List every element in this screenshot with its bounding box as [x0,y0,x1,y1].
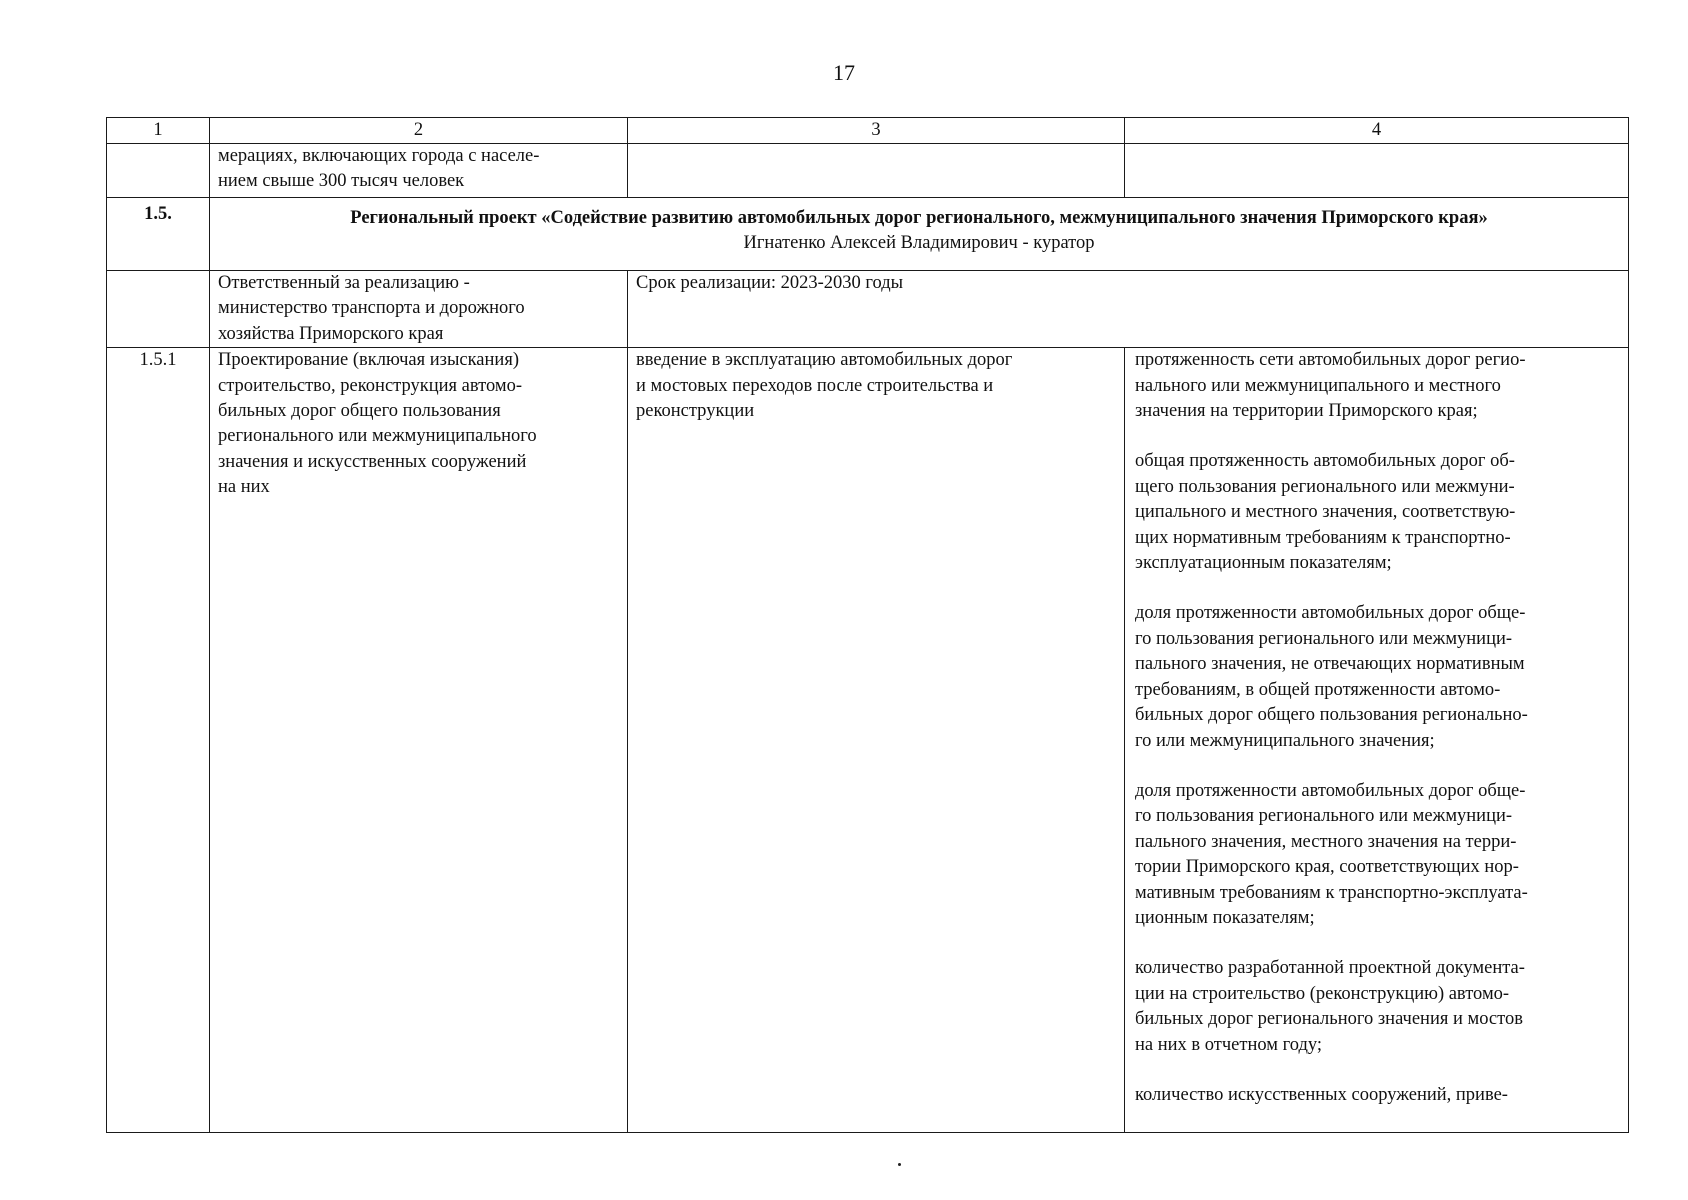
project-cell [210,198,1629,271]
text-line: строительство, реконструкция автомо- [218,375,522,396]
indicator-paragraph [1135,956,1620,1058]
indicator-paragraph [1135,1083,1620,1108]
continuation-text-cell [210,144,628,198]
text-line: го или межмуниципального значения; [1135,730,1435,751]
indicator-paragraph [1135,449,1620,576]
text-line: нием свыше 300 тысяч человек [218,171,465,192]
text-line: и мостовых переходов после строительства и [636,375,994,396]
item-description-cell [210,348,628,1133]
text-line: нального или межмуниципального и местного [1135,375,1501,396]
text-line: щего пользования регионального или межмуни- [1135,476,1515,497]
text-line: хозяйства Приморского края [218,323,444,344]
text-line: го пользования регионального или межмуници- [1135,628,1513,649]
implementation-term: Срок реализации: 2023-2030 годы [628,271,1629,348]
column-number-2: 2 [210,118,628,144]
column-number-header-row [107,118,1629,144]
indicator-paragraph [1135,779,1620,931]
continuation-number-cell [107,144,210,198]
text-line: общая протяженность автомобильных дорог об- [1135,451,1515,472]
text-line: министерство транспорта и дорожного [218,298,525,319]
text-line: ционным показателям; [1135,907,1315,928]
text-line: Ответственный за реализацию - [218,273,470,293]
column-number-4: 4 [1125,118,1629,144]
continuation-empty-cell [1125,144,1629,198]
text-line: пального значения, не отвечающих нормативным [1135,654,1525,675]
item-result-cell [628,348,1125,1133]
text-line: введение в эксплуатацию автомобильных дорог [636,350,1013,371]
text-line: значения и искусственных сооружений [218,451,527,472]
responsible-number-cell [107,271,210,348]
text-line: щих нормативным требованиям к транспортно- [1135,527,1511,548]
text-line: ции на строительство (реконструкцию) автомо- [1135,983,1510,1004]
responsible-cell [210,271,628,348]
text-line: мерациях, включающих города с населе- [218,146,540,166]
item-indicators-cell [1125,348,1629,1133]
program-table [106,117,1629,1133]
item-number: 1.5.1 [107,348,210,1133]
text-line: мативным требованиям к транспортно-эксплуата- [1135,882,1528,903]
text-line: количество искусственных сооружений, приве- [1135,1084,1508,1105]
text-line: Проектирование (включая изыскания) [218,350,519,371]
indicator-paragraph [1135,348,1620,424]
project-curator: Игнатенко Алексей Владимирович - куратор [743,233,1095,254]
column-number-3: 3 [628,118,1125,144]
text-line: ципального и местного значения, соответствую- [1135,502,1516,523]
text-line: на них в отчетном году; [1135,1034,1322,1055]
text-line: значения на территории Приморского края; [1135,401,1478,422]
text-line: доля протяженности автомобильных дорог обще- [1135,603,1526,624]
text-line: регионального или межмуниципального [218,426,537,447]
continuation-empty-cell [628,144,1125,198]
text-line: бильных дорог общего пользования [218,401,501,422]
project-title: Региональный проект «Содействие развитию автомобильных дорог регионального, межмуниципального значения Приморского края» [350,208,1488,228]
text-line: бильных дорог регионального значения и мостов [1135,1009,1523,1030]
text-line: бильных дорог общего пользования регионально- [1135,705,1528,726]
item-row [107,348,1629,1133]
project-row [107,198,1629,271]
scan-dot [898,1163,901,1166]
text-line: реконструкции [636,401,755,422]
text-line: эксплуатационным показателям; [1135,553,1392,574]
text-line: требованиям, в общей протяженности автомо- [1135,679,1501,700]
text-line: доля протяженности автомобильных дорог обще- [1135,780,1526,801]
text-line: протяженность сети автомобильных дорог регио- [1135,350,1526,371]
text-line: тории Приморского края, соответствующих нор- [1135,857,1519,878]
project-number: 1.5. [107,198,210,271]
column-number-1: 1 [107,118,210,144]
page-number: 17 [833,60,855,85]
text-line: количество разработанной проектной документа- [1135,958,1525,979]
indicator-paragraph [1135,601,1620,753]
text-line: го пользования регионального или межмуници- [1135,806,1513,827]
continuation-row [107,144,1629,198]
text-line: пального значения, местного значения на терри- [1135,831,1517,852]
text-line: на них [218,477,270,498]
responsible-row [107,271,1629,348]
